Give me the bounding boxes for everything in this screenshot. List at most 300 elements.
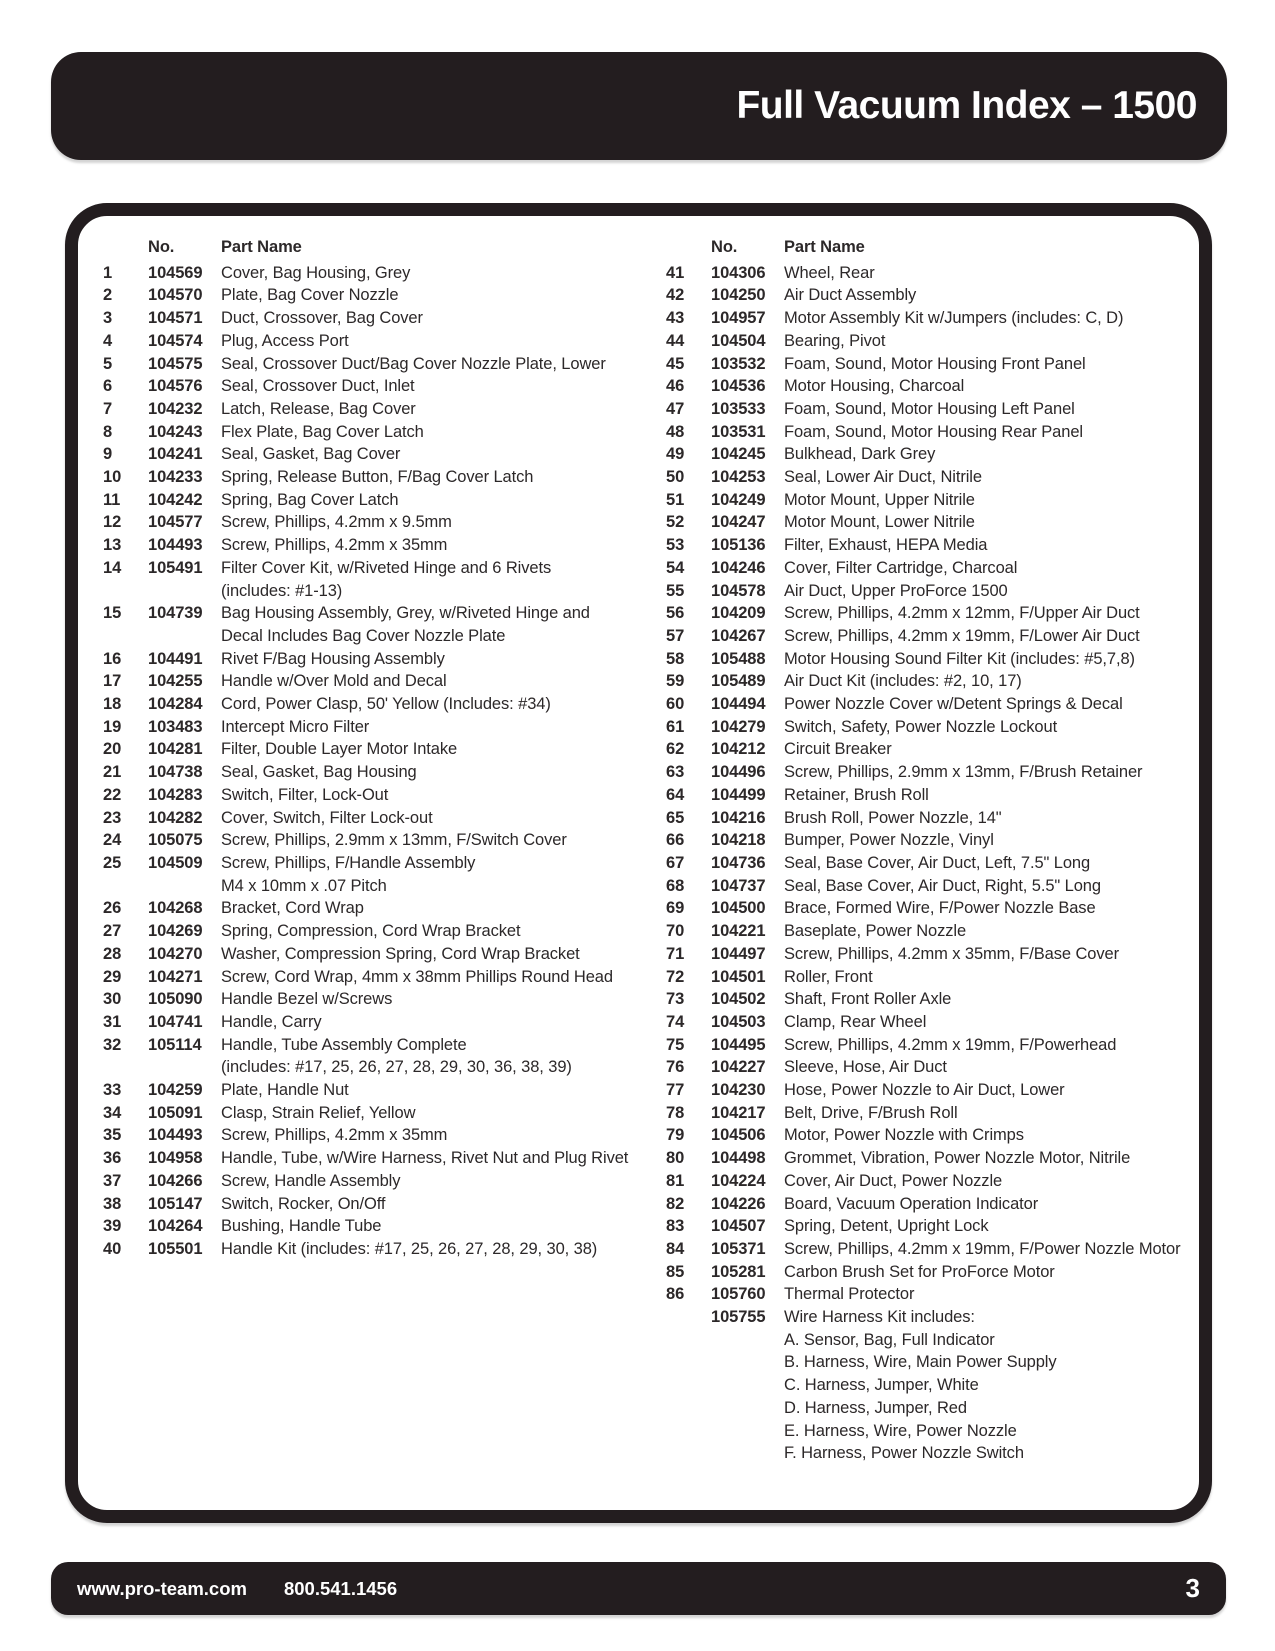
item-number: 13 xyxy=(103,536,122,555)
part-row xyxy=(103,807,666,830)
part-number: 104496 xyxy=(711,763,766,782)
part-name-continuation: B. Harness, Wire, Main Power Supply xyxy=(784,1353,1057,1372)
part-row xyxy=(666,829,1199,852)
part-name: Belt, Drive, F/Brush Roll xyxy=(784,1103,958,1122)
part-row xyxy=(666,1238,1199,1261)
part-number: 105760 xyxy=(711,1285,766,1304)
item-number: 11 xyxy=(103,490,121,509)
part-number: 103531 xyxy=(711,422,766,441)
part-name: Seal, Crossover Duct, Inlet xyxy=(221,377,415,396)
part-number: 105147 xyxy=(148,1194,203,1213)
part-row xyxy=(666,738,1199,761)
part-row xyxy=(103,670,666,693)
part-name: Motor Assembly Kit w/Jumpers (includes: C, D) xyxy=(784,309,1124,328)
part-number: 104570 xyxy=(148,286,203,305)
item-number: 24 xyxy=(103,831,122,850)
part-name: Seal, Crossover Duct/Bag Cover Nozzle Plate, Lower xyxy=(221,354,606,373)
part-number: 104230 xyxy=(711,1081,766,1100)
part-row xyxy=(666,852,1199,875)
part-number: 104575 xyxy=(148,354,203,373)
part-row xyxy=(103,829,666,852)
part-row xyxy=(103,716,666,739)
part-row xyxy=(666,1147,1199,1170)
part-name: Seal, Lower Air Duct, Nitrile xyxy=(784,468,982,487)
part-name: Filter, Double Layer Motor Intake xyxy=(221,740,458,759)
item-number: 64 xyxy=(666,785,685,804)
item-number: 14 xyxy=(103,558,122,577)
item-number: 38 xyxy=(103,1194,122,1213)
part-row xyxy=(666,966,1199,989)
part-number: 105371 xyxy=(711,1239,766,1258)
item-number: 39 xyxy=(103,1217,122,1236)
page-number: 3 xyxy=(1185,1573,1200,1603)
parts-column-left xyxy=(78,236,666,1465)
part-name: Handle, Carry xyxy=(221,1012,322,1031)
item-number: 66 xyxy=(666,831,685,850)
part-row xyxy=(103,1147,666,1170)
part-row xyxy=(666,1170,1199,1193)
item-number: 4 xyxy=(103,331,113,350)
item-number: 7 xyxy=(103,399,113,418)
part-row xyxy=(666,670,1199,693)
part-row xyxy=(666,1306,1199,1465)
column-header-row xyxy=(103,236,666,259)
part-number: 104245 xyxy=(711,445,766,464)
part-row xyxy=(666,489,1199,512)
part-number: 105755 xyxy=(711,1308,766,1327)
part-number: 104279 xyxy=(711,717,766,736)
part-row xyxy=(103,421,666,444)
part-name: Air Duct, Upper ProForce 1500 xyxy=(784,581,1008,600)
part-row xyxy=(666,1124,1199,1147)
part-name-continuation: (includes: #17, 25, 26, 27, 28, 29, 30, 36, 38, 39) xyxy=(221,1058,572,1077)
part-name: Seal, Gasket, Bag Cover xyxy=(221,445,401,464)
item-number: 30 xyxy=(103,990,122,1009)
part-name: Clamp, Rear Wheel xyxy=(784,1012,927,1031)
part-number: 104738 xyxy=(148,763,203,782)
part-name: Handle, Tube Assembly Complete (includes: #17, 25, 26, 27, 28, 29, 30, 36, 38, 39) xyxy=(221,1034,666,1079)
part-name: Handle Bezel w/Screws xyxy=(221,990,393,1009)
part-number: 104493 xyxy=(148,1126,203,1145)
item-number: 59 xyxy=(666,672,685,691)
part-name: Cord, Power Clasp, 50' Yellow (Includes: #34) xyxy=(221,695,551,714)
part-number: 104271 xyxy=(148,967,203,986)
part-name: Circuit Breaker xyxy=(784,740,892,759)
item-number: 68 xyxy=(666,876,685,895)
part-number: 104500 xyxy=(711,899,766,918)
part-name: Screw, Phillips, 4.2mm x 19mm, F/Lower Air Duct xyxy=(784,626,1140,645)
part-number: 105136 xyxy=(711,536,766,555)
part-name: Baseplate, Power Nozzle xyxy=(784,922,967,941)
part-number: 104247 xyxy=(711,513,766,532)
item-number: 74 xyxy=(666,1012,685,1031)
part-number: 104269 xyxy=(148,922,203,941)
part-row xyxy=(103,648,666,671)
part-number: 104232 xyxy=(148,399,203,418)
part-number: 104501 xyxy=(711,967,766,986)
parts-rows-right xyxy=(666,262,1199,1465)
part-name: Bag Housing Assembly, Grey, w/Riveted Hinge and Decal Includes Bag Cover Nozzle Plate xyxy=(221,602,666,647)
item-number: 25 xyxy=(103,853,122,872)
part-name: Screw, Phillips, 4.2mm x 35mm xyxy=(221,1126,448,1145)
part-row xyxy=(666,988,1199,1011)
part-number: 104504 xyxy=(711,331,766,350)
part-number: 104221 xyxy=(711,922,766,941)
part-name-continuation: (includes: #1-13) xyxy=(221,581,343,600)
item-number: 31 xyxy=(103,1012,122,1031)
part-number: 104509 xyxy=(148,853,203,872)
part-row xyxy=(103,284,666,307)
part-number: 104578 xyxy=(711,581,766,600)
part-row xyxy=(103,511,666,534)
part-row xyxy=(666,784,1199,807)
part-name-continuation: F. Harness, Power Nozzle Switch xyxy=(784,1444,1024,1463)
part-name: Seal, Base Cover, Air Duct, Left, 7.5" Long xyxy=(784,853,1091,872)
part-row xyxy=(666,761,1199,784)
part-name: Flex Plate, Bag Cover Latch xyxy=(221,422,424,441)
part-row xyxy=(103,375,666,398)
part-name: Thermal Protector xyxy=(784,1285,915,1304)
part-row xyxy=(103,398,666,421)
item-number: 55 xyxy=(666,581,685,600)
part-number: 104958 xyxy=(148,1149,203,1168)
part-name-continuation: M4 x 10mm x .07 Pitch xyxy=(221,876,387,895)
item-number: 61 xyxy=(666,717,685,736)
part-name: Wheel, Rear xyxy=(784,263,875,282)
item-number: 58 xyxy=(666,649,685,668)
part-number: 104737 xyxy=(711,876,766,895)
part-row xyxy=(666,1011,1199,1034)
item-number: 83 xyxy=(666,1217,685,1236)
part-number: 104267 xyxy=(711,626,766,645)
item-number: 44 xyxy=(666,331,685,350)
part-row xyxy=(666,716,1199,739)
part-number: 104741 xyxy=(148,1012,203,1031)
part-number: 104503 xyxy=(711,1012,766,1031)
part-row xyxy=(666,580,1199,603)
part-name: Spring, Bag Cover Latch xyxy=(221,490,399,509)
part-number: 104270 xyxy=(148,944,203,963)
item-number: 62 xyxy=(666,740,685,759)
part-row xyxy=(103,897,666,920)
part-row xyxy=(103,307,666,330)
part-name: Bumper, Power Nozzle, Vinyl xyxy=(784,831,994,850)
part-name: Filter, Exhaust, HEPA Media xyxy=(784,536,988,555)
item-number: 5 xyxy=(103,354,113,373)
part-number: 103532 xyxy=(711,354,766,373)
header-bar xyxy=(51,52,1227,160)
part-number: 104493 xyxy=(148,536,203,555)
part-name-continuation: A. Sensor, Bag, Full Indicator xyxy=(784,1330,995,1349)
part-row xyxy=(666,1215,1199,1238)
part-name: Cover, Bag Housing, Grey xyxy=(221,263,411,282)
part-number: 104250 xyxy=(711,286,766,305)
part-row xyxy=(666,625,1199,648)
part-number: 104216 xyxy=(711,808,766,827)
part-number: 105281 xyxy=(711,1262,766,1281)
part-number: 104736 xyxy=(711,853,766,872)
part-row xyxy=(666,398,1199,421)
part-row xyxy=(666,1261,1199,1284)
column-header-no: No. xyxy=(711,238,738,256)
part-number: 104217 xyxy=(711,1103,766,1122)
part-row xyxy=(666,1056,1199,1079)
part-row xyxy=(666,557,1199,580)
item-number: 60 xyxy=(666,695,685,714)
part-row xyxy=(666,1193,1199,1216)
part-number: 104264 xyxy=(148,1217,203,1236)
item-number: 69 xyxy=(666,899,685,918)
footer-website: www.pro-team.com xyxy=(77,1577,247,1599)
part-row xyxy=(103,443,666,466)
part-number: 104536 xyxy=(711,377,766,396)
part-number: 104224 xyxy=(711,1171,766,1190)
part-row xyxy=(666,443,1199,466)
part-row xyxy=(666,1034,1199,1057)
part-name: Motor Mount, Lower Nitrile xyxy=(784,513,975,532)
part-number: 105488 xyxy=(711,649,766,668)
part-row xyxy=(666,875,1199,898)
part-name: Foam, Sound, Motor Housing Front Panel xyxy=(784,354,1086,373)
part-name: Foam, Sound, Motor Housing Rear Panel xyxy=(784,422,1083,441)
part-name: Power Nozzle Cover w/Detent Springs & Decal xyxy=(784,695,1123,714)
part-name: Screw, Phillips, 4.2mm x 35mm xyxy=(221,536,448,555)
parts-index-panel xyxy=(65,203,1212,1523)
part-number: 103483 xyxy=(148,717,203,736)
part-number: 104306 xyxy=(711,263,766,282)
part-number: 104242 xyxy=(148,490,203,509)
part-row xyxy=(666,375,1199,398)
part-name: Handle w/Over Mold and Decal xyxy=(221,672,447,691)
part-number: 103533 xyxy=(711,399,766,418)
part-number: 104497 xyxy=(711,944,766,963)
item-number: 36 xyxy=(103,1149,122,1168)
part-name: Handle, Tube, w/Wire Harness, Rivet Nut and Plug Rivet xyxy=(221,1149,629,1168)
part-name: Hose, Power Nozzle to Air Duct, Lower xyxy=(784,1081,1065,1100)
item-number: 42 xyxy=(666,286,685,305)
part-name: Bulkhead, Dark Grey xyxy=(784,445,936,464)
part-number: 104576 xyxy=(148,377,203,396)
item-number: 28 xyxy=(103,944,122,963)
part-row xyxy=(666,1079,1199,1102)
part-number: 105491 xyxy=(148,558,203,577)
part-name: Grommet, Vibration, Power Nozzle Motor, Nitrile xyxy=(784,1149,1131,1168)
item-number: 78 xyxy=(666,1103,685,1122)
part-row xyxy=(666,330,1199,353)
part-name: Bushing, Handle Tube xyxy=(221,1217,382,1236)
part-name: Screw, Phillips, 4.2mm x 12mm, F/Upper Air Duct xyxy=(784,604,1140,623)
item-number: 73 xyxy=(666,990,685,1009)
part-number: 104502 xyxy=(711,990,766,1009)
part-name: Bearing, Pivot xyxy=(784,331,886,350)
part-name: Screw, Phillips, 4.2mm x 9.5mm xyxy=(221,513,452,532)
part-row xyxy=(666,1102,1199,1125)
item-number: 8 xyxy=(103,422,113,441)
part-row xyxy=(103,262,666,285)
part-name: Spring, Detent, Upright Lock xyxy=(784,1217,989,1236)
item-number: 45 xyxy=(666,354,685,373)
part-row xyxy=(103,784,666,807)
part-number: 104281 xyxy=(148,740,203,759)
part-name: Plate, Bag Cover Nozzle xyxy=(221,286,399,305)
item-number: 50 xyxy=(666,468,685,487)
part-row xyxy=(103,1034,666,1079)
part-name: Cover, Air Duct, Power Nozzle xyxy=(784,1171,1003,1190)
part-row xyxy=(103,330,666,353)
item-number: 47 xyxy=(666,399,685,418)
part-number: 104739 xyxy=(148,604,203,623)
part-number: 104227 xyxy=(711,1058,766,1077)
part-row xyxy=(666,511,1199,534)
item-number: 51 xyxy=(666,490,685,509)
footer-phone: 800.541.1456 xyxy=(283,1577,398,1599)
part-row xyxy=(103,761,666,784)
part-name: Motor, Power Nozzle with Crimps xyxy=(784,1126,1024,1145)
part-name: Washer, Compression Spring, Cord Wrap Bracket xyxy=(221,944,580,963)
part-number: 104253 xyxy=(711,468,766,487)
part-name: Cover, Switch, Filter Lock-out xyxy=(221,808,433,827)
footer-bar xyxy=(51,1562,1226,1615)
page-title: Full Vacuum Index – 1500 xyxy=(736,84,1197,127)
part-number: 104491 xyxy=(148,649,203,668)
part-row xyxy=(666,920,1199,943)
item-number: 41 xyxy=(666,263,685,282)
item-number: 76 xyxy=(666,1058,685,1077)
part-row xyxy=(666,943,1199,966)
item-number: 72 xyxy=(666,967,685,986)
part-number: 104209 xyxy=(711,604,766,623)
part-name: Screw, Handle Assembly xyxy=(221,1171,401,1190)
part-name: Rivet F/Bag Housing Assembly xyxy=(221,649,445,668)
part-name: Screw, Phillips, 2.9mm x 13mm, F/Switch Cover xyxy=(221,831,567,850)
part-name: Screw, Phillips, F/Handle Assembly M4 x 10mm x .07 Pitch xyxy=(221,852,666,897)
part-number: 104577 xyxy=(148,513,203,532)
part-row xyxy=(103,466,666,489)
part-row xyxy=(666,284,1199,307)
part-number: 104243 xyxy=(148,422,203,441)
part-row xyxy=(103,1102,666,1125)
item-number: 2 xyxy=(103,286,113,305)
item-number: 10 xyxy=(103,468,122,487)
item-number: 49 xyxy=(666,445,685,464)
part-row xyxy=(666,693,1199,716)
part-name: Motor Mount, Upper Nitrile xyxy=(784,490,975,509)
part-row xyxy=(103,988,666,1011)
item-number: 52 xyxy=(666,513,685,532)
part-row xyxy=(666,466,1199,489)
part-row xyxy=(666,262,1199,285)
part-name: Plug, Access Port xyxy=(221,331,349,350)
part-name: Screw, Phillips, 4.2mm x 19mm, F/Powerhead xyxy=(784,1035,1117,1054)
item-number xyxy=(666,1306,711,1465)
item-number: 80 xyxy=(666,1149,685,1168)
part-number: 104283 xyxy=(148,785,203,804)
item-number: 12 xyxy=(103,513,122,532)
part-name: Brace, Formed Wire, F/Power Nozzle Base xyxy=(784,899,1096,918)
item-number: 20 xyxy=(103,740,122,759)
part-number: 105075 xyxy=(148,831,203,850)
item-number: 6 xyxy=(103,377,113,396)
part-number: 104218 xyxy=(711,831,766,850)
part-name-continuation: D. Harness, Jumper, Red xyxy=(784,1398,967,1417)
part-name-continuation: Decal Includes Bag Cover Nozzle Plate xyxy=(221,626,506,645)
part-name: Screw, Phillips, 2.9mm x 13mm, F/Brush Retainer xyxy=(784,763,1143,782)
part-number: 105090 xyxy=(148,990,203,1009)
item-number: 82 xyxy=(666,1194,685,1213)
item-number: 22 xyxy=(103,785,122,804)
part-row xyxy=(103,1124,666,1147)
part-name: Shaft, Front Roller Axle xyxy=(784,990,952,1009)
item-number: 57 xyxy=(666,626,685,645)
item-number: 70 xyxy=(666,922,685,941)
part-name: Cover, Filter Cartridge, Charcoal xyxy=(784,558,1018,577)
part-row xyxy=(666,353,1199,376)
parts-columns xyxy=(78,236,1199,1465)
part-row xyxy=(103,1193,666,1216)
part-name: Latch, Release, Bag Cover xyxy=(221,399,416,418)
item-number: 26 xyxy=(103,899,122,918)
parts-rows-left xyxy=(103,262,666,1261)
part-number: 105501 xyxy=(148,1239,203,1258)
item-number: 3 xyxy=(103,309,113,328)
item-number: 16 xyxy=(103,649,122,668)
part-number: 104249 xyxy=(711,490,766,509)
part-number: 104498 xyxy=(711,1149,766,1168)
item-number: 27 xyxy=(103,922,122,941)
item-number: 18 xyxy=(103,695,122,714)
part-number: 105114 xyxy=(148,1035,202,1054)
part-row xyxy=(666,1283,1199,1306)
part-name: Bracket, Cord Wrap xyxy=(221,899,364,918)
item-number: 56 xyxy=(666,604,685,623)
item-number: 33 xyxy=(103,1081,122,1100)
part-row xyxy=(666,648,1199,671)
item-number: 32 xyxy=(103,1035,122,1054)
part-number: 104212 xyxy=(711,740,766,759)
part-number: 104259 xyxy=(148,1081,203,1100)
part-row xyxy=(103,1238,666,1261)
part-number: 104507 xyxy=(711,1217,766,1236)
part-number: 104571 xyxy=(148,309,203,328)
part-number: 105091 xyxy=(148,1103,203,1122)
part-row xyxy=(103,920,666,943)
part-name: Switch, Safety, Power Nozzle Lockout xyxy=(784,717,1058,736)
part-name: Switch, Filter, Lock-Out xyxy=(221,785,389,804)
part-name: Seal, Base Cover, Air Duct, Right, 5.5" Long xyxy=(784,876,1101,895)
part-name: Screw, Phillips, 4.2mm x 35mm, F/Base Cover xyxy=(784,944,1119,963)
item-number: 53 xyxy=(666,536,685,555)
part-name: Motor Housing Sound Filter Kit (includes: #5,7,8) xyxy=(784,649,1135,668)
part-name: Spring, Release Button, F/Bag Cover Latch xyxy=(221,468,534,487)
item-number: 75 xyxy=(666,1035,685,1054)
column-header-part-name: Part Name xyxy=(784,238,865,256)
part-name: Carbon Brush Set for ProForce Motor xyxy=(784,1262,1055,1281)
part-row xyxy=(103,966,666,989)
item-number: 40 xyxy=(103,1239,122,1258)
part-row xyxy=(103,1215,666,1238)
part-number: 104494 xyxy=(711,695,766,714)
part-name: Duct, Crossover, Bag Cover xyxy=(221,309,423,328)
item-number: 81 xyxy=(666,1171,685,1190)
part-number: 104495 xyxy=(711,1035,766,1054)
part-number: 105489 xyxy=(711,672,766,691)
part-number: 104266 xyxy=(148,1171,203,1190)
part-row xyxy=(103,738,666,761)
part-row xyxy=(666,602,1199,625)
part-name-continuation: C. Harness, Jumper, White xyxy=(784,1376,979,1395)
part-number: 104241 xyxy=(148,445,203,464)
item-number: 9 xyxy=(103,445,113,464)
